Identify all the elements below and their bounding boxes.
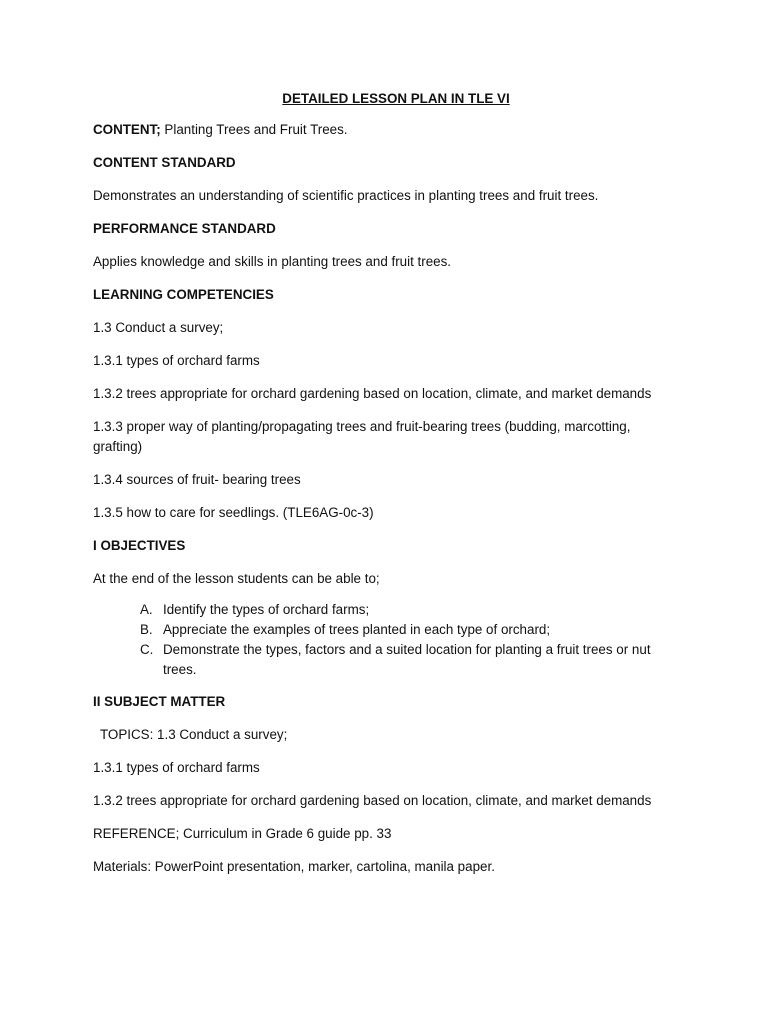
competency-item: 1.3.1 types of orchard farms bbox=[93, 353, 260, 368]
subject-matter-item: 1.3.2 trees appropriate for orchard gardening based on location, climate, and market demands bbox=[93, 793, 652, 808]
objective-marker: B. bbox=[140, 622, 153, 637]
performance-standard-text: Applies knowledge and skills in planting trees and fruit trees. bbox=[93, 254, 452, 269]
objective-item bbox=[140, 640, 683, 680]
competency-item: 1.3.5 how to care for seedlings. (TLE6AG-0c-3) bbox=[93, 505, 374, 520]
objectives-heading: I OBJECTIVES bbox=[93, 538, 186, 553]
objective-marker: A. bbox=[140, 602, 153, 617]
subject-matter-heading: II SUBJECT MATTER bbox=[93, 694, 226, 709]
learning-competencies-heading: LEARNING COMPETENCIES bbox=[93, 287, 274, 302]
objective-item bbox=[140, 600, 683, 620]
objective-text: Identify the types of orchard farms; bbox=[163, 602, 370, 617]
subject-matter-materials: Materials: PowerPoint presentation, marker, cartolina, manila paper. bbox=[93, 859, 495, 874]
competency-item: 1.3.4 sources of fruit- bearing trees bbox=[93, 472, 301, 487]
competency-item: 1.3 Conduct a survey; bbox=[93, 320, 224, 335]
objective-text: Demonstrate the types, factors and a suited location for planting a fruit trees or nut trees. bbox=[163, 642, 651, 677]
content-standard-text: Demonstrates an understanding of scientific practices in planting trees and fruit trees. bbox=[93, 188, 599, 203]
subject-matter-topics: TOPICS: 1.3 Conduct a survey; bbox=[100, 727, 288, 742]
objective-item bbox=[140, 620, 683, 640]
competency-item: 1.3.2 trees appropriate for orchard gardening based on location, climate, and market demands bbox=[93, 386, 652, 401]
objectives-intro: At the end of the lesson students can be able to; bbox=[93, 571, 380, 586]
subject-matter-item: 1.3.1 types of orchard farms bbox=[93, 760, 260, 775]
lesson-plan-document bbox=[93, 89, 683, 890]
subject-matter-reference: REFERENCE; Curriculum in Grade 6 guide pp. 33 bbox=[93, 826, 392, 841]
objective-text: Appreciate the examples of trees planted in each type of orchard; bbox=[163, 622, 551, 637]
content-line bbox=[93, 120, 683, 140]
content-label: CONTENT; bbox=[93, 122, 161, 137]
document-title: DETAILED LESSON PLAN IN TLE VI bbox=[282, 91, 510, 106]
objective-marker: C. bbox=[140, 642, 154, 657]
content-standard-heading: CONTENT STANDARD bbox=[93, 155, 236, 170]
competency-item: 1.3.3 proper way of planting/propagating trees and fruit-bearing trees (budding, marcotting, grafting) bbox=[93, 419, 631, 454]
performance-standard-heading: PERFORMANCE STANDARD bbox=[93, 221, 276, 236]
objectives-list bbox=[93, 600, 683, 680]
content-value: Planting Trees and Fruit Trees. bbox=[160, 122, 348, 137]
